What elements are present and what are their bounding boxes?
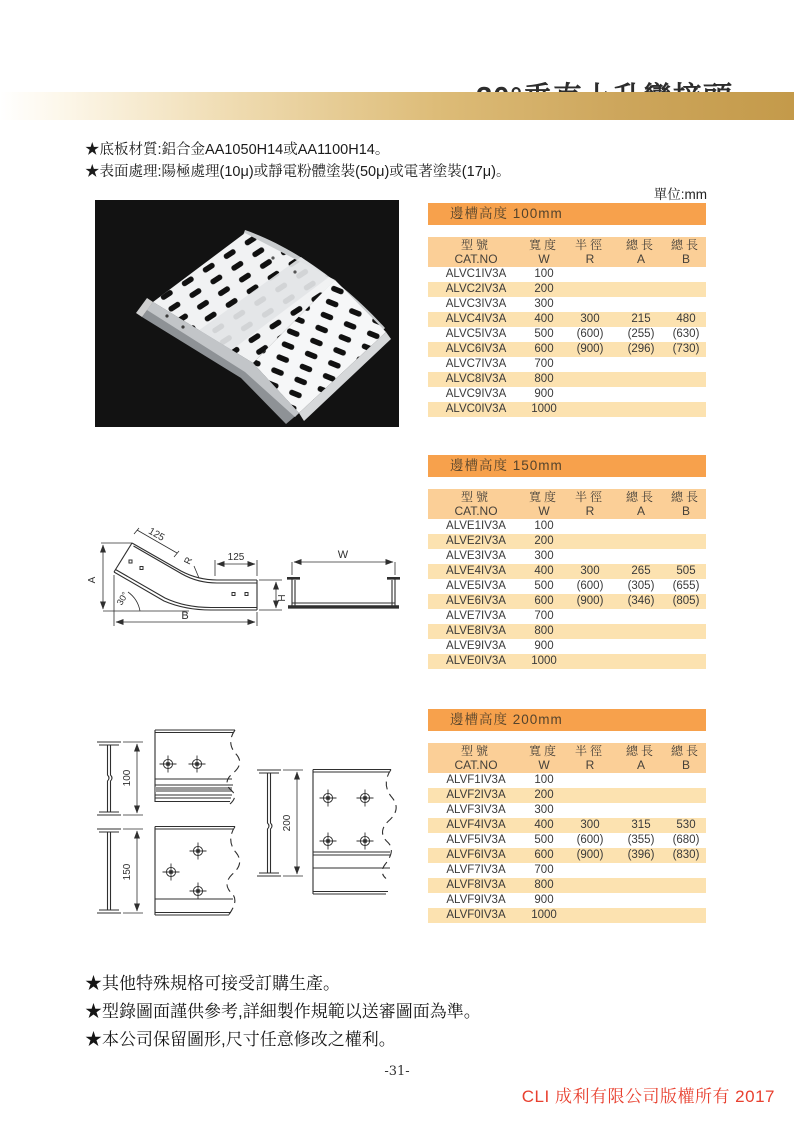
table-cell: ALVE0IV3A [446,655,506,667]
table-cell: 315 [631,819,651,831]
dim-label-r: R [182,555,196,567]
table-cell [564,624,616,639]
table-cell: 300 [534,804,554,816]
table-cell [564,282,616,297]
unit-label: 單位:mm [653,187,707,202]
table-cell [564,773,616,788]
table-cell [564,549,616,564]
section-header-bar [428,709,706,731]
table-cell [616,402,666,417]
table-cell: ALVE2IV3A [446,535,506,547]
table-row [428,267,706,282]
table-cell [616,773,666,788]
table-header-row [428,237,706,267]
table-cell: 400 [534,565,554,577]
table-cell [616,624,666,639]
table-cell: 530 [676,819,696,831]
spec-table-section-150 [428,455,706,669]
table-cell: 200 [534,789,554,801]
table-row [428,312,706,327]
table-cell: 800 [534,625,554,637]
table-cell [564,609,616,624]
table-cell [616,549,666,564]
table-cell [616,639,666,654]
table-cell [616,908,666,923]
table-row [428,773,706,788]
table-cell [564,654,616,669]
table-cell: (255) [627,328,655,340]
profile-height-100: 100 [122,769,133,787]
table-cell [666,282,706,297]
table-row [428,387,706,402]
table-cell [616,863,666,878]
table-row [428,878,706,893]
table-cell [666,878,706,893]
table-cell: (830) [672,849,700,861]
note-reference: ★型錄圖面謹供參考,詳細製作規範以送審圖面為準。 [85,1002,481,1021]
col-header-length-b: 總長 B [666,743,706,773]
table-cell: (600) [576,834,604,846]
table-cell [616,282,666,297]
table-cell: ALVF2IV3A [446,789,506,801]
spec-table [428,489,706,669]
table-cell [564,803,616,818]
table-cell [564,519,616,534]
dim-label-a: A [87,576,98,584]
note-rights: ★本公司保留圖形,尺寸任意修改之權利。 [85,1030,396,1049]
col-header-catno: 型號 CAT.NO [428,489,524,519]
table-cell [564,297,616,312]
dim-label-b: B [181,610,189,622]
table-cell [666,639,706,654]
profile-height-200: 200 [282,814,293,832]
table-body [428,519,706,669]
note-surface: ★表面處理:陽極處理(10μ)或靜電粉體塗裝(50μ)或電著塗裝(17μ)。 [85,164,511,180]
table-cell: 480 [676,313,696,325]
table-cell [616,654,666,669]
table-cell: ALVF8IV3A [446,879,506,891]
table-cell [564,534,616,549]
table-cell [666,357,706,372]
copyright-text: CLI 成利有限公司版權所有 2017 [521,1087,775,1106]
note-custom-order: ★其他特殊規格可接受訂購生產。 [85,974,340,993]
table-cell: 200 [534,535,554,547]
table-cell: (305) [627,580,655,592]
table-cell: 100 [534,774,554,786]
table-cell: ALVC6IV3A [445,343,507,355]
table-cell [616,893,666,908]
table-cell: 100 [534,520,554,532]
table-cell: 505 [676,565,696,577]
table-cell: (630) [672,328,700,340]
table-cell: (355) [627,834,655,846]
table-cell: ALVF7IV3A [446,864,506,876]
table-body [428,773,706,923]
table-row [428,818,706,833]
table-cell: 600 [534,343,554,355]
dim-label-h: H [277,594,288,602]
col-header-radius: 半徑 R [564,743,616,773]
note-material: ★底板材質:鋁合金AA1050H14或AA1100H14。 [85,142,390,158]
table-row [428,342,706,357]
table-cell [666,908,706,923]
table-cell [564,372,616,387]
table-cell: 900 [534,894,554,906]
table-cell: 500 [534,328,554,340]
footer-notes [85,970,481,1054]
table-cell [616,519,666,534]
table-row [428,848,706,863]
table-cell: 800 [534,373,554,385]
dim-label-125-angled: 125 [146,525,167,544]
spec-table-section-100 [428,203,706,417]
table-cell: ALVF5IV3A [446,834,506,846]
table-cell [564,878,616,893]
table-cell [666,773,706,788]
table-row [428,372,706,387]
table-cell: 400 [534,313,554,325]
table-row [428,402,706,417]
table-cell: (730) [672,343,700,355]
table-cell: 600 [534,849,554,861]
table-cell: 700 [534,358,554,370]
table-cell: (900) [576,595,604,607]
table-cell [666,609,706,624]
table-row [428,908,706,923]
table-cell: (346) [627,595,655,607]
table-cell: 800 [534,879,554,891]
table-cell: 600 [534,595,554,607]
table-cell: (805) [672,595,700,607]
table-cell: 200 [534,283,554,295]
table-cell: 1000 [531,403,557,415]
table-cell: ALVE7IV3A [446,610,506,622]
table-cell: (900) [576,849,604,861]
product-photo [95,200,399,427]
table-row [428,609,706,624]
table-cell: ALVF6IV3A [446,849,506,861]
dim-label-angle: 30° [114,590,131,607]
table-cell [616,878,666,893]
table-cell: 500 [534,580,554,592]
table-cell [564,387,616,402]
table-cell: 100 [534,268,554,280]
table-cell: ALVE9IV3A [446,640,506,652]
col-header-radius: 半徑 R [564,237,616,267]
table-header-row [428,743,706,773]
table-row [428,863,706,878]
table-cell [616,372,666,387]
col-header-length-a: 總長 A [616,237,666,267]
table-cell [616,297,666,312]
table-cell: ALVC8IV3A [445,373,507,385]
table-cell: 700 [534,864,554,876]
table-cell: (900) [576,343,604,355]
table-cell: 900 [534,388,554,400]
dim-label-w: W [337,549,349,561]
table-cell: (396) [627,849,655,861]
col-header-radius: 半徑 R [564,489,616,519]
table-cell [616,534,666,549]
table-cell [666,372,706,387]
table-cell: 300 [534,550,554,562]
table-row [428,594,706,609]
table-cell: ALVC2IV3A [445,283,507,295]
table-cell [616,387,666,402]
table-cell: 215 [631,313,651,325]
table-cell: 900 [534,640,554,652]
table-cell [666,267,706,282]
col-header-width: 寬度 W [524,743,564,773]
table-cell: ALVF9IV3A [446,894,506,906]
col-header-catno: 型號 CAT.NO [428,743,524,773]
table-cell: ALVF3IV3A [446,804,506,816]
table-cell: ALVE4IV3A [446,565,506,577]
table-row [428,803,706,818]
table-cell: 265 [631,565,651,577]
table-row [428,833,706,848]
section-title: 邊槽高度 200mm [450,712,563,727]
table-row [428,893,706,908]
table-cell: ALVC1IV3A [445,268,507,280]
table-row [428,564,706,579]
rail-profiles-drawing [85,727,415,927]
table-body [428,267,706,417]
table-row [428,579,706,594]
table-row [428,639,706,654]
table-row [428,549,706,564]
table-cell [564,893,616,908]
profile-height-150: 150 [122,863,133,881]
table-cell [666,297,706,312]
table-cell [666,788,706,803]
col-header-width: 寬度 W [524,237,564,267]
table-cell [564,357,616,372]
table-cell: ALVC7IV3A [445,358,507,370]
table-cell: ALVF4IV3A [446,819,506,831]
table-cell [616,357,666,372]
table-cell [666,803,706,818]
table-cell [666,863,706,878]
table-cell [616,803,666,818]
table-cell [666,519,706,534]
col-header-length-a: 總長 A [616,743,666,773]
table-row [428,534,706,549]
table-cell: 300 [534,298,554,310]
dim-label-125-right: 125 [227,552,245,563]
table-cell [666,654,706,669]
table-cell: 1000 [531,655,557,667]
col-header-catno: 型號 CAT.NO [428,237,524,267]
table-cell: 400 [534,819,554,831]
table-cell [564,639,616,654]
table-cell [666,624,706,639]
table-cell [666,402,706,417]
page-number: -31- [384,1064,410,1079]
table-cell [564,402,616,417]
section-header-bar [428,203,706,225]
table-cell: ALVC4IV3A [445,313,507,325]
table-row [428,282,706,297]
table-cell: 300 [580,313,600,325]
section-title: 邊槽高度 150mm [450,458,563,473]
col-header-length-a: 總長 A [616,489,666,519]
table-cell [666,534,706,549]
table-cell: ALVE1IV3A [446,520,506,532]
table-row [428,654,706,669]
table-cell: ALVE6IV3A [446,595,506,607]
side-view-drawing [85,520,415,640]
table-header-row [428,489,706,519]
table-cell: 1000 [531,909,557,921]
table-cell [616,609,666,624]
table-cell [564,788,616,803]
table-cell [564,267,616,282]
section-header-bar [428,455,706,477]
table-cell: 500 [534,834,554,846]
table-cell: ALVC5IV3A [445,328,507,340]
table-cell: (600) [576,328,604,340]
table-cell: ALVE5IV3A [446,580,506,592]
table-cell: ALVE8IV3A [446,625,506,637]
table-cell: ALVF1IV3A [446,774,506,786]
table-cell: 300 [580,819,600,831]
table-row [428,297,706,312]
spec-table-section-200 [428,709,706,923]
table-cell [616,788,666,803]
table-row [428,519,706,534]
table-cell: ALVC0IV3A [445,403,507,415]
table-cell [666,387,706,402]
table-cell: (655) [672,580,700,592]
table-cell: (600) [576,580,604,592]
table-row [428,788,706,803]
col-header-length-b: 總長 B [666,489,706,519]
table-cell [564,908,616,923]
table-cell: (296) [627,343,655,355]
table-cell: ALVE3IV3A [446,550,506,562]
col-header-length-b: 總長 B [666,237,706,267]
col-header-width: 寬度 W [524,489,564,519]
table-cell: ALVC9IV3A [445,388,507,400]
spec-table [428,237,706,417]
table-cell: ALVF0IV3A [446,909,506,921]
section-title: 邊槽高度 100mm [450,206,563,221]
table-row [428,624,706,639]
spec-table [428,743,706,923]
table-cell: (680) [672,834,700,846]
table-cell [564,863,616,878]
material-notes [85,139,510,183]
table-cell [616,267,666,282]
gold-divider-bar [0,92,794,120]
table-cell: 300 [580,565,600,577]
table-cell [666,893,706,908]
table-row [428,357,706,372]
table-row [428,327,706,342]
table-cell [666,549,706,564]
table-cell: 700 [534,610,554,622]
table-cell: ALVC3IV3A [445,298,507,310]
